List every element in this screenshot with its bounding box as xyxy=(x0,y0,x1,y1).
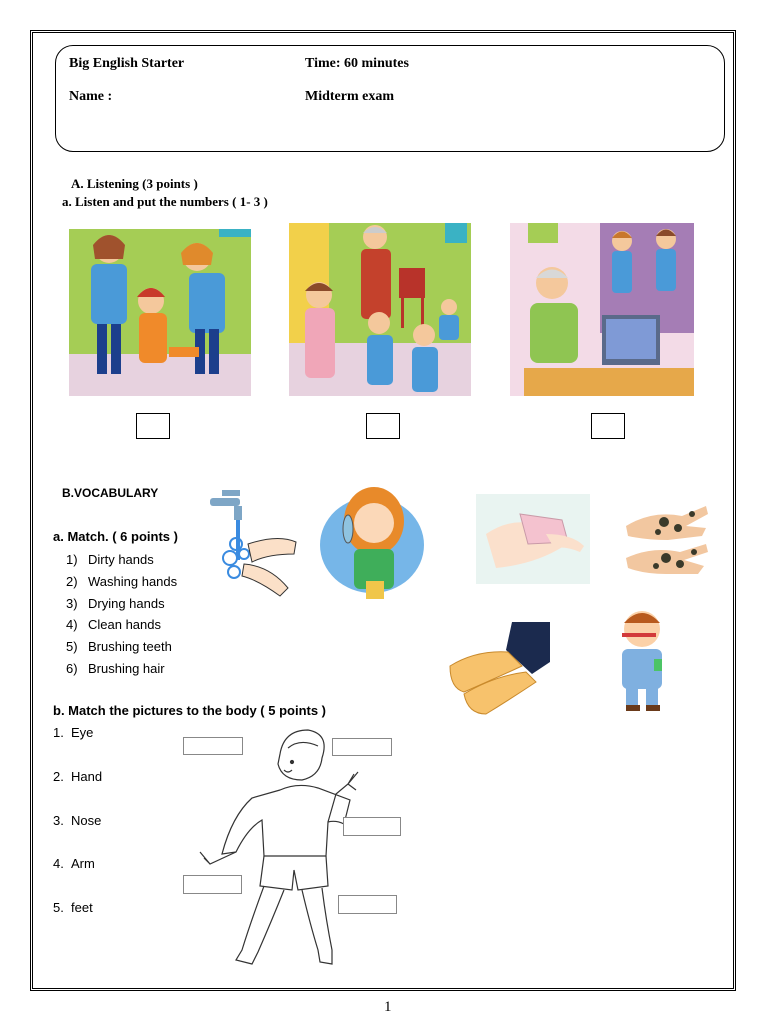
body-match-title: b. Match the pictures to the body ( 5 points ) xyxy=(53,703,327,718)
section-b-title: B.VOCABULARY xyxy=(62,486,159,500)
course-title: Big English Starter xyxy=(69,56,185,71)
answer-box-2[interactable] xyxy=(366,413,400,439)
body-item-feet: 5. feet xyxy=(53,900,93,915)
body-label-box-5[interactable] xyxy=(338,895,397,914)
brushing-hair-picture xyxy=(310,481,432,599)
body-item-arm: 4. Arm xyxy=(53,856,95,871)
time-label: Time: 60 minutes xyxy=(305,56,409,71)
body-label-box-4[interactable] xyxy=(183,875,242,894)
body-label-box-3[interactable] xyxy=(343,817,401,836)
body-item-eye: 1. Eye xyxy=(53,725,94,740)
body-diagram xyxy=(180,724,410,974)
section-a-subtitle: a. Listen and put the numbers ( 1- 3 ) xyxy=(62,194,268,209)
brushing-teeth-picture xyxy=(600,603,692,713)
answer-box-1[interactable] xyxy=(136,413,170,439)
body-item-nose: 3. Nose xyxy=(53,813,102,828)
list-item: 3) Drying hands xyxy=(66,595,165,611)
name-label: Name : xyxy=(69,89,113,104)
body-item-hand: 2. Hand xyxy=(53,769,103,784)
washing-hands-picture xyxy=(208,484,300,600)
list-item: 6) Brushing hair xyxy=(66,660,165,676)
answer-box-3[interactable] xyxy=(591,413,625,439)
vocab-list xyxy=(66,549,177,680)
body-label-box-1[interactable] xyxy=(183,737,243,755)
dirty-hands-picture xyxy=(622,496,712,584)
drying-hands-picture xyxy=(476,494,590,584)
clean-hands-picture xyxy=(446,622,550,720)
listening-picture-2 xyxy=(289,223,471,396)
body-label-box-2[interactable] xyxy=(332,738,392,756)
list-item: 1) Dirty hands xyxy=(66,552,154,567)
listening-picture-1 xyxy=(69,229,251,396)
listening-picture-3 xyxy=(510,223,694,396)
exam-label: Midterm exam xyxy=(305,89,395,104)
list-item: 2) Washing hands xyxy=(66,573,178,589)
page-number: 1 xyxy=(384,999,392,1015)
list-item: 5) Brushing teeth xyxy=(66,639,172,655)
section-a-title: A. Listening (3 points ) xyxy=(71,176,198,191)
match-title: a. Match. ( 6 points ) xyxy=(53,529,178,544)
list-item: 4) Clean hands xyxy=(66,617,161,633)
